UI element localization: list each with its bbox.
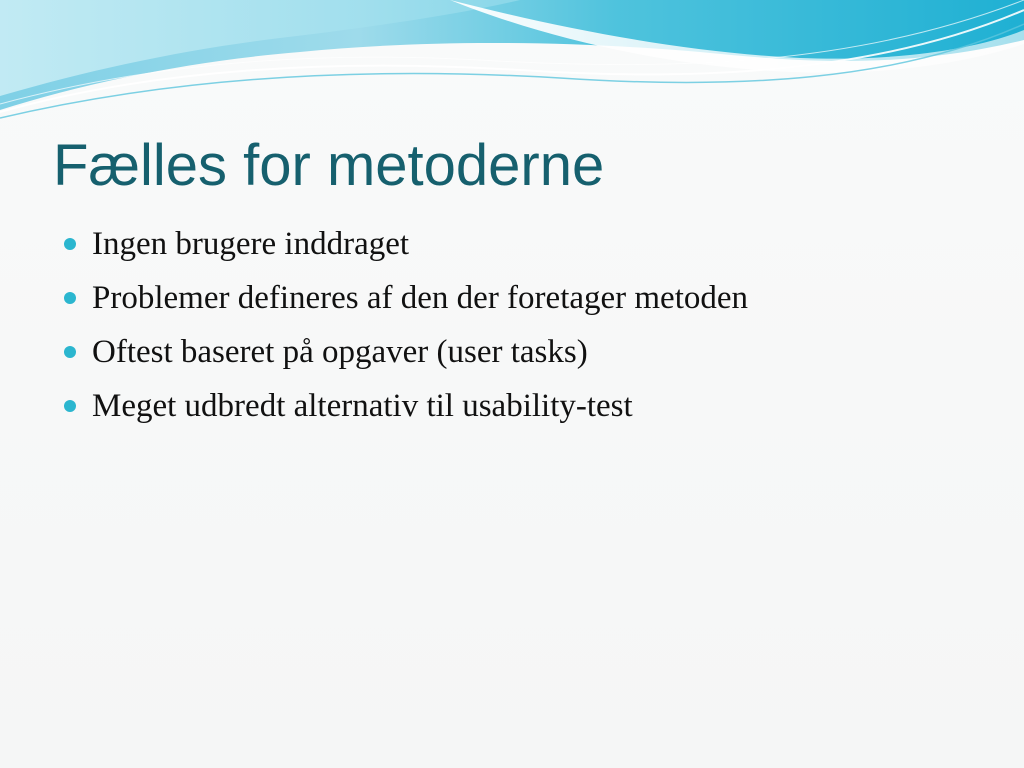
bullet-dot-icon xyxy=(64,292,76,304)
bullet-item xyxy=(62,219,748,273)
bullet-item xyxy=(62,381,748,435)
bullet-text: Meget udbredt alternativ til usability-test xyxy=(92,388,633,424)
bullet-item xyxy=(62,273,748,327)
bullet-list xyxy=(62,219,748,435)
bullet-item xyxy=(62,327,748,381)
slide-title: Fælles for metoderne xyxy=(53,133,605,198)
bullet-dot-icon xyxy=(64,238,76,250)
decorative-wave-header xyxy=(0,0,1024,130)
bullet-text: Oftest baseret på opgaver (user tasks) xyxy=(92,334,588,370)
bullet-dot-icon xyxy=(64,346,76,358)
bullet-text: Problemer defineres af den der foretager metoden xyxy=(92,280,749,316)
bullet-text: Ingen brugere inddraget xyxy=(92,226,410,262)
bullet-dot-icon xyxy=(64,400,76,412)
